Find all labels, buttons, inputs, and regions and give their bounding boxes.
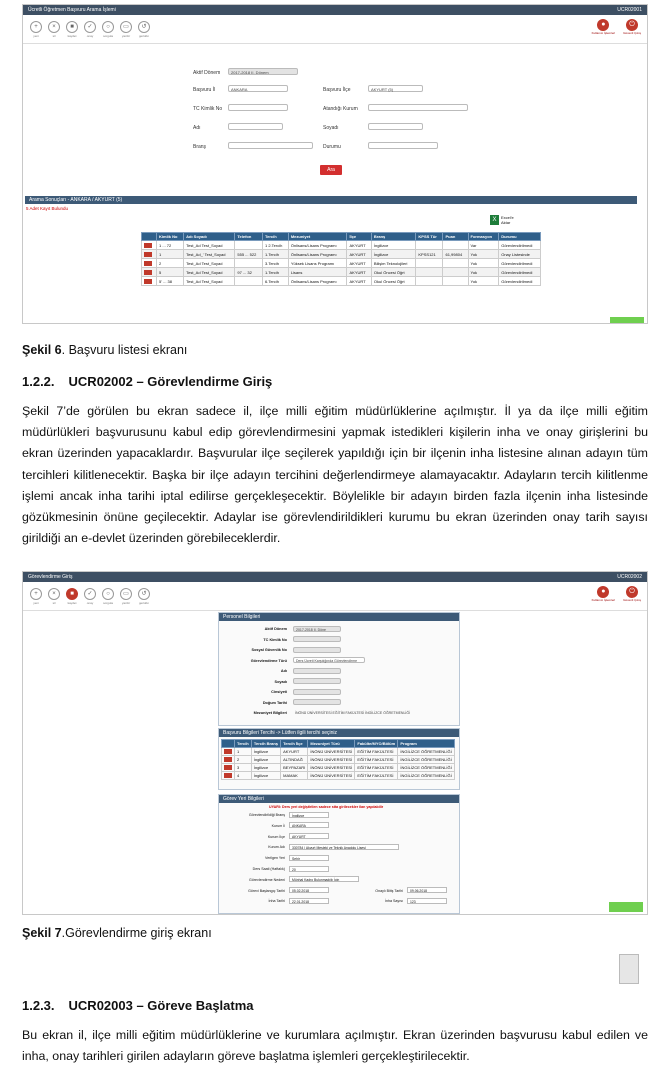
window-titlebar: [23, 572, 647, 582]
column-header: Tercih: [235, 740, 252, 748]
table-cell: [443, 268, 468, 277]
gorev-label: Görevlendirildiği Branş: [248, 813, 285, 817]
adi-input[interactable]: [228, 123, 283, 130]
column-header: Puan: [443, 233, 468, 241]
table-cell: [416, 241, 443, 250]
personel-label: Görevlendirme Türü: [250, 658, 287, 663]
gorev-field[interactable]: 330784 | Akyurt Mesleki ve Teknik Anadolu Lisesi: [289, 844, 399, 850]
table-cell: İNÖNÜ ÜNİVERSİTESİ: [308, 748, 355, 756]
folder-icon[interactable]: [224, 765, 232, 770]
table-cell: Onay Listesinde: [499, 250, 541, 259]
column-header: Tercih Branş: [251, 740, 280, 748]
table-cell: Görevlendirilmedi: [499, 259, 541, 268]
column-header: Program: [398, 740, 455, 748]
table-cell: [142, 277, 157, 286]
print-button[interactable]: ▭ yazdır: [119, 588, 133, 605]
table-cell: [235, 277, 263, 286]
table-cell: İNGİLİZCE ÖĞRETMENLİĞİ: [398, 756, 455, 764]
search-button[interactable]: ○ sorgula: [101, 588, 115, 605]
search-submit-button[interactable]: Ara: [320, 165, 342, 175]
table-cell: 555 ... 522: [235, 250, 263, 259]
table-cell: Önlisans/Lisans Programı: [288, 277, 347, 286]
save-button[interactable]: ■ kaydet: [65, 588, 79, 605]
label-soyadi: Soyadı: [323, 125, 339, 131]
table-cell: [142, 259, 157, 268]
toolbar: [23, 582, 647, 611]
folder-icon[interactable]: [144, 279, 152, 284]
green-button[interactable]: [609, 902, 643, 912]
column-header: Tercih İlçe: [281, 740, 308, 748]
table-cell: Görevlendirilmedi: [499, 268, 541, 277]
table-row[interactable]: [142, 250, 541, 259]
trash-icon: ×: [48, 588, 60, 600]
new-button[interactable]: + yeni: [29, 588, 43, 605]
gorev-label: İnha Sayısı: [385, 899, 403, 904]
table-cell: [222, 748, 235, 756]
green-button[interactable]: [610, 317, 644, 323]
figure-6-screenshot: [22, 4, 648, 324]
table-cell: Okul Öncesi Öğrt: [371, 277, 415, 286]
table-cell: Lisans: [288, 268, 347, 277]
column-header: [222, 740, 235, 748]
gorev-field[interactable]: 123: [407, 898, 447, 904]
table-cell: 3: [235, 764, 252, 772]
label-adi: Adı: [193, 125, 201, 131]
label-basvuru-ilce: Başvuru İlçe: [323, 87, 351, 93]
column-header: [142, 233, 157, 241]
table-row[interactable]: [142, 241, 541, 250]
table-cell: 61,99804: [443, 250, 468, 259]
table-cell: 1: [157, 250, 184, 259]
table-row[interactable]: [142, 259, 541, 268]
personel-field[interactable]: [293, 647, 341, 653]
disk-icon: ■: [66, 21, 78, 33]
column-header: Fakülte/MYO/Bölüm: [355, 740, 398, 748]
user-menu-button[interactable]: ● Kullanıcı İşlemleri: [591, 588, 616, 602]
column-header: Kimlik No: [157, 233, 184, 241]
gorev-label: Kurum İl: [271, 823, 285, 828]
personel-field[interactable]: [293, 636, 341, 642]
folder-icon[interactable]: [144, 270, 152, 275]
results-count: 5 Adet Kayıt Bulundu: [26, 206, 69, 211]
table-cell: 5: [157, 268, 184, 277]
approve-button[interactable]: ✓ onay: [83, 588, 97, 605]
gorev-label: İnha Tarihi: [268, 899, 285, 904]
gorev-label: Görevi Başlangıç Tarihi: [248, 888, 285, 893]
column-header: KPSS Tür: [416, 233, 443, 241]
personel-field[interactable]: [293, 678, 341, 684]
table-cell: İNÖNÜ ÜNİVERSİTESİ: [308, 772, 355, 780]
personel-field[interactable]: [293, 668, 341, 674]
table-cell: Bilişim Teknolojileri: [371, 259, 415, 268]
plus-icon: +: [30, 588, 42, 600]
power-icon: ⏻: [626, 19, 638, 31]
personel-field[interactable]: [293, 689, 341, 695]
table-cell: EĞİTİM FAKÜLTESİ: [355, 748, 398, 756]
gorev-field[interactable]: ANKARA: [289, 822, 329, 828]
table-cell: 2: [157, 259, 184, 268]
power-icon: ⏻: [626, 586, 638, 598]
results-table: [141, 232, 541, 286]
personel-label: Aktif Dönem: [264, 627, 287, 631]
gorev-field[interactable]: 22.01.2018: [289, 898, 329, 904]
select-durumu[interactable]: [368, 142, 438, 149]
folder-icon[interactable]: [144, 243, 152, 248]
gorev-field[interactable]: AKYURT: [289, 833, 329, 839]
toolbar: [23, 15, 647, 44]
table-cell: İngilizce: [371, 250, 415, 259]
caption-figure-6: Şekil 6. Başvuru listesi ekranı: [22, 343, 188, 357]
personel-label: Soyadı: [274, 679, 287, 684]
table-cell: Test_Ad Test_Soyad: [184, 259, 235, 268]
table-cell: İngilizce: [251, 756, 280, 764]
check-icon: ✓: [84, 21, 96, 33]
results-title-bar: Arama Sonuçları - ANKARA / AKYURT (5): [25, 196, 637, 204]
table-cell: Yok: [468, 268, 499, 277]
print-icon: ▭: [120, 588, 132, 600]
column-header: Mezuniyet: [288, 233, 347, 241]
table-cell: Test_Ad Test_Soyad: [184, 241, 235, 250]
section-heading-123: 1.2.3. UCR02003 – Göreve Başlatma: [22, 998, 254, 1013]
gorev-label: Ders Saati (Haftalık): [252, 867, 285, 871]
check-icon: ✓: [84, 588, 96, 600]
folder-icon[interactable]: [144, 252, 152, 257]
table-cell: 1 ... 72: [157, 241, 184, 250]
table-cell: 5' ... 38: [157, 277, 184, 286]
personel-label: TC Kimlik No: [263, 637, 287, 642]
table-cell: AKYURT: [281, 748, 308, 756]
table-cell: Test_Ad Test_Soyad: [184, 277, 235, 286]
column-header: Branş: [371, 233, 415, 241]
label-durumu: Durumu: [323, 144, 341, 150]
column-header: Durumu: [499, 233, 541, 241]
scroll-placeholder: [619, 954, 639, 984]
back-button[interactable]: ↺ geridön: [137, 21, 151, 38]
table-cell: İngilizce: [251, 772, 280, 780]
personel-panel: [218, 612, 460, 726]
personel-title: Personel Bilgileri: [219, 613, 459, 621]
logout-button[interactable]: ⏻ Güvenli Çıkış: [623, 588, 641, 602]
disk-icon: ■: [66, 588, 78, 600]
table-cell: İNGİLİZCE ÖĞRETMENLİĞİ: [398, 764, 455, 772]
table-cell: 1.Tercih: [263, 268, 289, 277]
column-header: Telefon: [235, 233, 263, 241]
table-row[interactable]: [222, 764, 455, 772]
search-icon: ○: [102, 21, 114, 33]
personel-label: Mezuniyet Bilgileri: [253, 711, 287, 715]
table-cell: 4: [235, 772, 252, 780]
basvuru-panel: [218, 728, 460, 790]
paragraph-122: Şekil 7’de görülen bu ekran sadece il, ilçe milli eğitim müdürlüklerine açılmıştır. İl ya da ilçe milli eğitim müdürlükleri başvurusunu kabul edip görevlendirmesini yapmak istedikleri kişilerin inha ve onay girişlerini bu ekran üzerinden yapacaklardır. Başvurular ilçe seçilerek yapıldığı için bir ilçenin inha listesine alınan adayın tüm tercihleri kilitlenecektir. Başka bir ilçe adayın tercihini değerlendirmeye alamayacaktır. Adayların tercih kilitlenme işlemi ancak inha tarihi iptal edilirse gerçekleşecektir. Böylelikle bir adayın birden fazla ilçenin inha listesinde gözükmesinin önüne geçilecektir. Adaylar ise görevlendirildikleri kurumu bu ekran üzerinden onay tarih sayısı girildiği an e-devlet üzerinden görebileceklerdir.: [22, 404, 648, 546]
table-cell: [443, 259, 468, 268]
personel-label: Adı: [280, 669, 287, 673]
label-basvuru-il: Başvuru İl: [193, 87, 216, 93]
column-header: Mezuniyet Türü: [308, 740, 355, 748]
select-brans[interactable]: [228, 142, 313, 149]
table-row[interactable]: [222, 772, 455, 780]
label-brans: Branş: [193, 144, 207, 150]
folder-icon[interactable]: [224, 749, 232, 754]
gorev-field[interactable]: 09.06.2018: [407, 887, 447, 893]
table-cell: İNGİLİZCE ÖĞRETMENLİĞİ: [398, 748, 455, 756]
window-title: Ücretli Öğretmen Başvuru Arama İşlemi: [28, 7, 116, 13]
warning-text: UYARI: Ders yeri değiştirilen sadece stta girilecekler ilan yapılabilir: [269, 805, 384, 809]
personel-label: Cinsiyeti: [271, 690, 287, 694]
table-cell: AKYURT: [347, 259, 371, 268]
personel-label: Sosyal Güvenlik No: [251, 648, 287, 652]
excel-icon: X: [490, 215, 499, 225]
personel-field[interactable]: Ders Ücreti Karşılığında Görevlendirme: [293, 657, 365, 663]
table-cell: AKYURT: [347, 268, 371, 277]
folder-icon[interactable]: [224, 757, 232, 762]
window-code: UCR02002: [617, 574, 642, 580]
table-cell: [222, 756, 235, 764]
table-cell: İNÖNÜ ÜNİVERSİTESİ: [308, 764, 355, 772]
tc-input[interactable]: [228, 104, 288, 111]
gorev-field[interactable]: 20: [289, 866, 329, 872]
column-header: Formasyon: [468, 233, 499, 241]
folder-icon[interactable]: [144, 261, 152, 266]
table-cell: [416, 259, 443, 268]
personel-field[interactable]: 2017-2018 II. Döne: [293, 626, 341, 632]
table-row[interactable]: [142, 268, 541, 277]
table-cell: Görevlendirilmedi: [499, 241, 541, 250]
table-cell: 2: [235, 756, 252, 764]
undo-icon: ↺: [138, 588, 150, 600]
table-cell: AKYURT: [347, 277, 371, 286]
column-header: Adı Soyadı: [184, 233, 235, 241]
logout-button[interactable]: ⏻ Güvenli Çıkış: [623, 21, 641, 35]
label-aktif-donem: Aktif Dönem: [193, 70, 221, 76]
table-cell: KPSS121: [416, 250, 443, 259]
table-cell: Test_Ad_' Test_Soyad: [184, 250, 235, 259]
undo-icon: ↺: [138, 21, 150, 33]
table-cell: 6.Tercih: [263, 277, 289, 286]
table-cell: Yüksek Lisans Programı: [288, 259, 347, 268]
print-button[interactable]: ▭ yazdır: [119, 21, 133, 38]
table-cell: İngilizce: [251, 748, 280, 756]
gorev-field[interactable]: İngilizce: [289, 812, 329, 818]
select-basvuru-il[interactable]: ANKARA: [228, 85, 288, 92]
select-basvuru-ilce[interactable]: AKYURT (5): [368, 85, 423, 92]
table-cell: İNÖNÜ ÜNİVERSİTESİ: [308, 756, 355, 764]
table-cell: EĞİTİM FAKÜLTESİ: [355, 764, 398, 772]
table-cell: Test_Ad Test_Soyad: [184, 268, 235, 277]
table-cell: Önlisans/Lisans Programı: [288, 250, 347, 259]
table-cell: [416, 268, 443, 277]
table-cell: AKYURT: [347, 241, 371, 250]
table-cell: [142, 241, 157, 250]
table-cell: [235, 241, 263, 250]
gorev-panel: [218, 794, 460, 914]
back-button[interactable]: ↺ geridön: [137, 588, 151, 605]
select-atandigi-kurum[interactable]: [368, 104, 468, 111]
table-cell: 1: [235, 748, 252, 756]
gorev-field[interactable]: Şehir: [289, 855, 329, 861]
table-cell: 1.Tercih: [263, 250, 289, 259]
table-row[interactable]: [142, 277, 541, 286]
window-titlebar: [23, 5, 647, 15]
table-cell: [416, 277, 443, 286]
table-cell: Yok: [468, 250, 499, 259]
trash-icon: ×: [48, 21, 60, 33]
gorev-label: Görevlendirme Nedeni: [249, 877, 285, 882]
table-cell: Görevlendirilmedi: [499, 277, 541, 286]
label-tc: TC Kimlik No: [193, 106, 223, 112]
user-menu-button[interactable]: ● Kullanıcı İşlemleri: [591, 21, 616, 35]
table-cell: EĞİTİM FAKÜLTESİ: [355, 772, 398, 780]
paragraph-123: Bu ekran il, ilçe milli eğitim müdürlüklerine ve kurumlara açılmıştır. Ekran üzerinden başvurusu kabul edilen ve inha, onay tarihleri girilen adayların göreve başlatma işlemleri gerçekleştirilecektir.: [22, 1028, 648, 1064]
gorev-label: Kurum Adı: [268, 845, 285, 850]
caption-figure-7: Şekil 7.Görevlendirme giriş ekranı: [22, 926, 212, 940]
basvuru-title: Başvuru Bilgileri Tercihi -> Lütfen ilgili tercihi seçiniz: [219, 729, 459, 737]
table-cell: [443, 277, 468, 286]
user-icon: ●: [597, 586, 609, 598]
table-cell: 3.Tercih: [263, 259, 289, 268]
table-cell: ALTINDAĞ: [281, 756, 308, 764]
table-cell: Var: [468, 241, 499, 250]
personel-field: İNÖNÜ ÜNİVERSİTESİ EĞİTİM FAKÜLTESİ İNGİLİZCE ÖĞRETMENLİĞİ: [295, 710, 411, 715]
gorev-title: Görev Yeri Bilgileri: [219, 795, 459, 803]
table-cell: BEYPAZARI: [281, 764, 308, 772]
select-aktif-donem[interactable]: 2017-2018 II. Dönem: [228, 68, 298, 75]
user-icon: ●: [597, 19, 609, 31]
gorev-label: Verilgen Yeri: [265, 856, 285, 861]
personel-field[interactable]: [293, 699, 341, 705]
table-cell: Önlisans/Lisans Programı: [288, 241, 347, 250]
delete-button[interactable]: × sil: [47, 21, 61, 38]
table-row[interactable]: [222, 748, 455, 756]
label-atandigi-kurum: Atandığı Kurum: [323, 106, 358, 112]
table-cell: [235, 259, 263, 268]
plus-icon: +: [30, 21, 42, 33]
table-cell: Yok: [468, 277, 499, 286]
save-button[interactable]: ■ kaydet: [65, 21, 79, 38]
soyadi-input[interactable]: [368, 123, 423, 130]
table-row[interactable]: [222, 756, 455, 764]
new-button[interactable]: + yeni: [29, 21, 43, 38]
table-cell: Yok: [468, 259, 499, 268]
table-cell: Okul Öncesi Öğrt: [371, 268, 415, 277]
table-cell: İNGİLİZCE ÖĞRETMENLİĞİ: [398, 772, 455, 780]
column-header: Tercih: [263, 233, 289, 241]
window-title: Görevlendirme Giriş: [28, 574, 73, 580]
delete-button[interactable]: × sil: [47, 588, 61, 605]
gorev-label: Kurum İlçe: [267, 834, 285, 839]
table-cell: EĞİTİM FAKÜLTESİ: [355, 756, 398, 764]
gorev-field[interactable]: 05.02.2018: [289, 887, 329, 893]
table-cell: İngilizce: [251, 764, 280, 772]
folder-icon[interactable]: [224, 773, 232, 778]
basvuru-table: [221, 739, 455, 780]
table-cell: MAMAK: [281, 772, 308, 780]
table-cell: [222, 772, 235, 780]
print-icon: ▭: [120, 21, 132, 33]
gorev-label: Onaylı Bitiş Tarihi: [375, 888, 403, 893]
window-code: UCR02001: [617, 7, 642, 13]
search-icon: ○: [102, 588, 114, 600]
column-header: İlçe: [347, 233, 371, 241]
table-cell: [142, 250, 157, 259]
personel-label: Doğum Tarihi: [262, 700, 287, 705]
excel-export-button[interactable]: X Excel'e Aktar: [490, 215, 521, 225]
search-button[interactable]: ○ sorgula: [101, 21, 115, 38]
table-cell: İngilizce: [371, 241, 415, 250]
table-cell: [443, 241, 468, 250]
table-cell: AKYURT: [347, 250, 371, 259]
table-cell: 97 ... 32: [235, 268, 263, 277]
section-heading-122: 1.2.2. UCR02002 – Görevlendirme Giriş: [22, 374, 273, 389]
approve-button[interactable]: ✓ onay: [83, 21, 97, 38]
table-cell: 1 2.Tercih: [263, 241, 289, 250]
figure-7-screenshot: [22, 571, 648, 915]
gorev-field[interactable]: Münhal Kadro Bulunmadığı İçin: [289, 876, 359, 882]
table-cell: [222, 764, 235, 772]
table-cell: [142, 268, 157, 277]
